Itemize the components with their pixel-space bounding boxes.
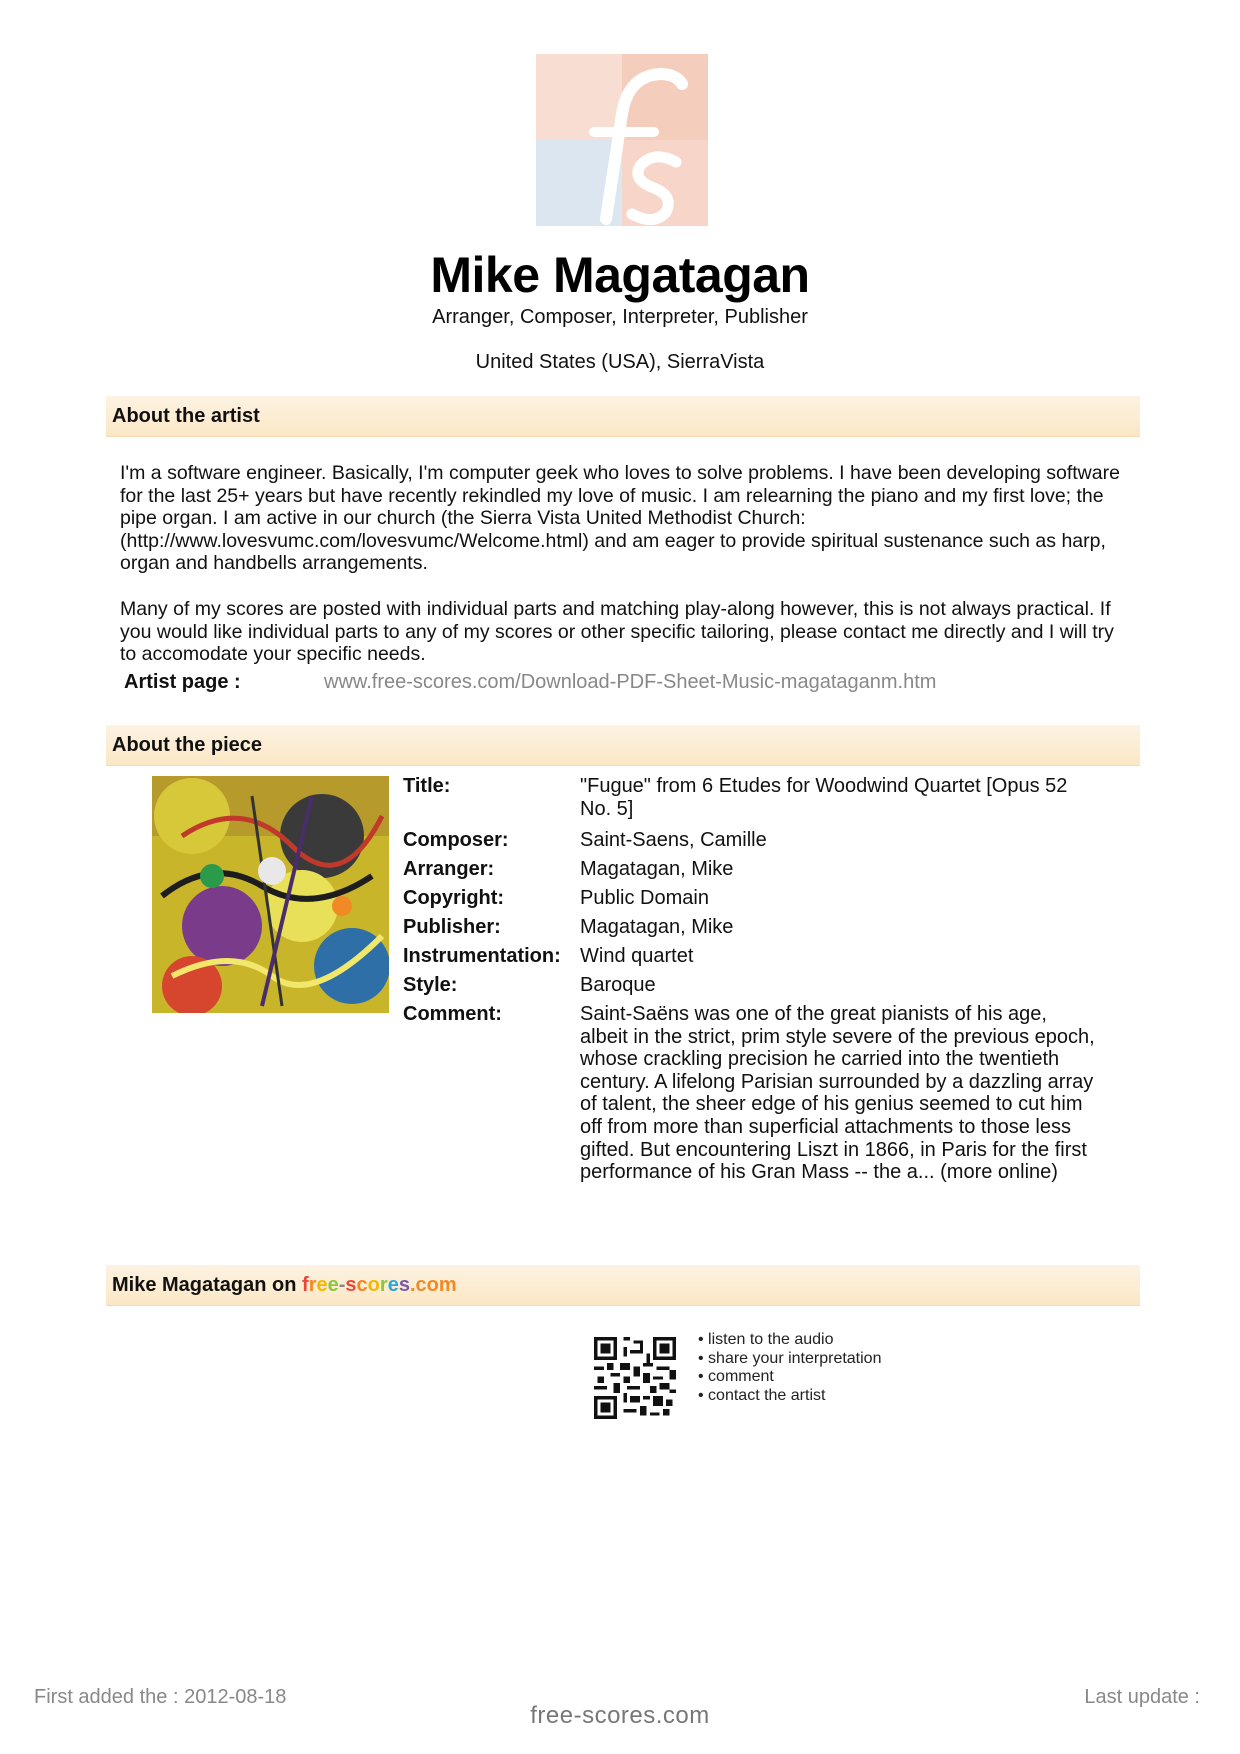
listen-audio-link[interactable]: • listen to the audio [698,1331,881,1350]
section-title: About the artist [112,405,260,427]
instrumentation-label: Instrumentation: [403,945,561,967]
artist-roles: Arranger, Composer, Interpreter, Publisher [432,306,808,328]
artist-location: United States (USA), SierraVista [475,351,765,373]
title-value: "Fugue" from 6 Etudes for Woodwind Quartet [Opus 52 No. 5] [580,775,1068,820]
on-site-header [106,1265,1140,1306]
brand-letter: - [338,1274,346,1296]
artist-name: Mike Magatagan [430,247,810,303]
artwork-image-icon [152,776,389,1013]
instrumentation-value: Wind quartet [580,945,694,967]
bio-paragraph: I'm a software engineer. Basically, I'm computer geek who loves to solve problems. I have been developing software for the last 25+ years but have recently rekindled my love of music. I am relearning the piano and my first love; the pipe organ. I am active in our church (the Sierra Vista United Methodist Church: (http://www.lovesvumc.com/lovesvumc/Welcome.html) and am eager to provide spiritual sustenance such as harp, organ and handbells arrangements. [120,462,1120,575]
brand-letter: c [356,1274,368,1296]
composer-value: Saint-Saens, Camille [580,829,767,851]
artist-bio [120,462,1120,666]
arranger-value: Magatagan, Mike [580,858,734,880]
contact-artist-link[interactable]: • contact the artist [698,1387,881,1406]
first-added-date: First added the : 2012-08-18 [34,1686,287,1708]
brand-letter: f [302,1274,309,1296]
qr-code-icon[interactable] [594,1337,676,1419]
publisher-value: Magatagan, Mike [580,916,734,938]
comment-label: Comment: [403,1003,502,1025]
artist-page-link[interactable]: www.free-scores.com/Download-PDF-Sheet-Music-magataganm.htm [324,671,937,693]
brand-letter: s [398,1274,410,1296]
arranger-label: Arranger: [403,858,495,880]
brand-letter: r [308,1274,317,1296]
bio-paragraph: Many of my scores are posted with individual parts and matching play-along however, this is not always practical. If you would like individual parts to any of my scores or other specific tailoring, please contact me directly and I will try to accomodate your specific needs. [120,597,1114,666]
brand-letter: o [367,1274,380,1296]
on-site-prefix: Mike Magatagan on [112,1274,303,1296]
brand-letter: e [387,1274,399,1296]
composer-label: Composer: [403,829,509,851]
brand-letter: .com [409,1274,457,1296]
last-update-date: Last update : [1084,1686,1200,1708]
about-piece-header [106,725,1140,766]
style-value: Baroque [580,974,656,996]
publisher-label: Publisher: [403,916,501,938]
artist-page-label: Artist page : [124,671,241,693]
site-brand-link[interactable] [302,1274,457,1296]
style-label: Style: [403,974,458,996]
copyright-label: Copyright: [403,887,505,909]
brand-letter: e [327,1274,339,1296]
brand-letter: e [316,1274,328,1296]
comment-link[interactable]: • comment [698,1368,881,1387]
free-scores-logo-icon [536,54,708,226]
site-links-list [698,1331,881,1405]
about-artist-header [106,396,1140,437]
title-label: Title: [403,775,451,797]
footer-brand-logo: free-scores.com [530,1702,710,1729]
section-title: About the piece [112,734,263,756]
share-interpretation-link[interactable]: • share your interpretation [698,1350,881,1369]
comment-value: Saint-Saëns was one of the great pianists of his age, albeit in the strict, prim style severe of the previous epoch, whose crackling precision he carried into the twentieth century. A lifelong Parisian surrounded by a dazzling array of talent, the sheer edge of his genius seemed to cut him off from more than superficial attachments to those less gifted. But encountering Liszt in 1866, in Paris for the first performance of his Gran Mass -- the a... (more online) [580,1003,1095,1184]
on-site-title [112,1274,457,1297]
copyright-value: Public Domain [580,887,709,909]
brand-letter: r [379,1274,388,1296]
brand-letter: s [345,1274,357,1296]
